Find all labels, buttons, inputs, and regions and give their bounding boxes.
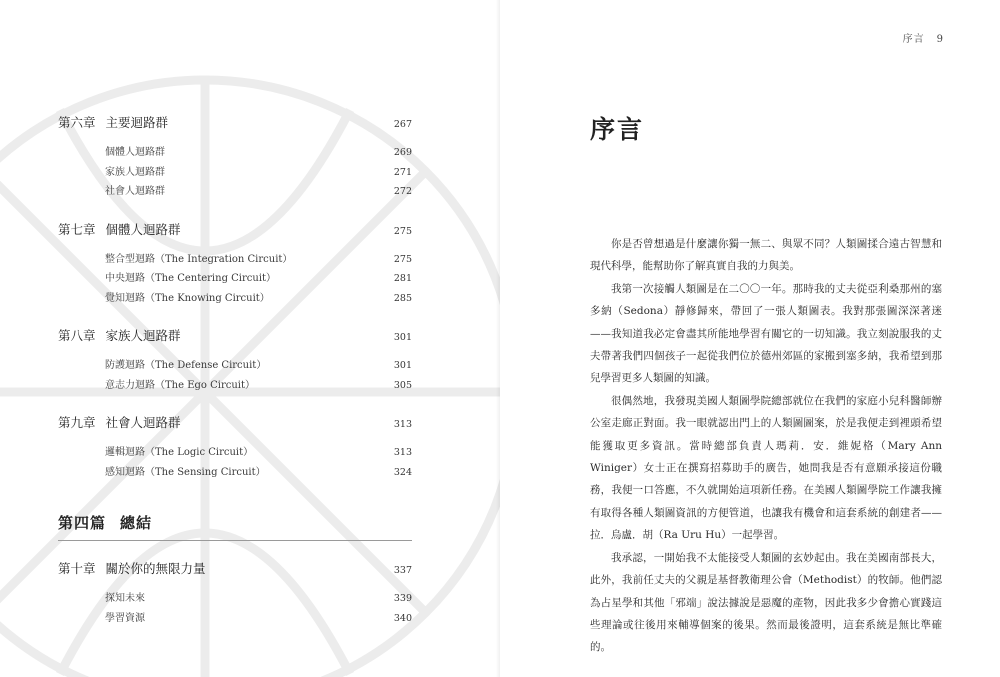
chapter-number: 第八章 [58,328,96,343]
toc-section-row[interactable] [58,269,412,289]
toc-entry [105,289,270,304]
toc-entry-title: 探知未來 [105,593,145,604]
page-number: 9 [936,34,944,45]
right-page [500,0,1000,677]
toc-entry [105,376,255,391]
toc-entry [105,143,165,158]
toc-entry [105,443,253,458]
toc-page-number: 285 [393,292,412,304]
toc-section-row[interactable] [58,463,412,483]
toc-section-row[interactable] [58,163,412,183]
toc-page-number: 269 [393,147,412,158]
toc-section-row[interactable] [58,443,412,463]
toc-section-row[interactable] [58,376,412,396]
toc-page-number: 337 [393,565,412,576]
toc-entry-title: 個體人迴路群 [105,147,165,158]
toc-page-number: 305 [393,379,412,391]
toc-section-row[interactable] [58,289,412,309]
toc-entry-title: 主要迴路群 [105,115,169,130]
toc-entry-title: 社會人迴路群 [105,415,181,430]
chapter-number: 第九章 [58,415,96,430]
toc-page-number: 272 [393,186,412,197]
toc-entry-title: 社會人迴路群 [105,186,165,197]
paragraph: 很偶然地，我發現美國人類圖學院總部就位在我們的家庭小兒科醫師辦公室走廊正對面。我一眼就認出門上的人類圖圖案，於是我便走到裡頭希望能獲取更多資訊。當時總部負責人瑪莉．安．維妮格（Mary Ann Winiger）女士正在撰寫招募助手的廣告，她問我是否有意願承接這份職務，我便一口答應，不久就開始這項新任務。在美國人類圖學院工作讓我擁有取得各種人類圖資訊的方便管道，也讓我有機會和這套系統的創建者——拉．烏盧．胡（Ra Uru Hu）一起學習。 [590,394,942,542]
toc-page-number: 275 [393,253,412,265]
toc-entry-title: 覺知迴路（The Knowing Circuit） [105,292,270,304]
toc-entry-title: 防護迴路（The Defense Circuit） [105,360,267,371]
table-of-contents [58,113,412,628]
part-number: 第四篇 [58,514,107,532]
toc-entry-title: 整合型迴路（The Integration Circuit） [105,253,293,265]
spacer [58,240,412,250]
toc-section-row[interactable] [58,609,412,629]
page-title: 序言 [590,115,645,144]
toc-page-number: 301 [393,332,412,343]
toc-page-number: 301 [393,360,412,371]
paragraph: 我承認，一開始我不太能接受人類圖的玄妙起由。我在美國南部長大，此外，我前任丈夫的父親是基督教衛理公會（Methodist）的牧師。他們認為占星學和其他「邪端」說法據說是惡魔的產物，因此我多少會擔心實踐這些理論或往後用來輔導個案的後果。然而最後證明，這套系統是無比準確的。 [590,551,942,654]
toc-entry [58,326,181,344]
toc-chapter-row[interactable] [58,326,412,346]
preface-body [590,233,942,659]
paragraph: 你是否曾想過是什麼讓你獨一無二、與眾不同？人類圖揉合遠古智慧和現代科學，能幫助你了解真實自我的力與美。 [590,238,942,273]
spacer [58,395,412,413]
chapter-number: 第七章 [58,221,96,237]
toc-entry-title: 學習資源 [105,612,145,624]
toc-entry [105,250,292,265]
toc-entry-title: 中央迴路（The Centering Circuit） [105,273,277,284]
toc-entry [105,356,266,371]
spacer [58,346,412,356]
toc-entry-title: 家族人迴路群 [105,328,181,343]
toc-page-number: 324 [393,466,412,478]
toc-page-number: 275 [393,225,412,237]
spacer [58,202,412,220]
toc-entry [105,463,266,478]
spacer [58,433,412,443]
toc-entry-title: 邏輯迴路（The Logic Circuit） [105,447,254,458]
toc-page-number: 340 [393,612,412,624]
spacer [58,482,412,500]
toc-page-number: 313 [393,447,412,458]
toc-page-number: 281 [393,273,412,284]
toc-chapter-row[interactable] [58,220,412,240]
toc-page-number: 271 [393,166,412,178]
toc-section-row[interactable] [58,589,412,609]
toc-entry-title: 關於你的無限力量 [105,561,206,576]
spacer [58,133,412,143]
running-head-title: 序言 [902,34,925,45]
part-heading [58,512,412,541]
toc-entry [105,609,145,624]
toc-entry-title: 個體人迴路群 [105,221,181,237]
spacer [58,541,412,559]
toc-page-number: 339 [393,593,412,604]
toc-page-number: 313 [393,419,412,430]
toc-entry [58,113,168,131]
spacer [58,308,412,326]
toc-entry [58,413,181,431]
toc-section-row[interactable] [58,250,412,270]
toc-entry [105,182,165,197]
toc-chapter-row[interactable] [58,113,412,133]
toc-section-row[interactable] [58,356,412,376]
part-title: 總結 [120,514,153,532]
chapter-number: 第十章 [58,561,96,576]
toc-section-row[interactable] [58,143,412,163]
toc-entry [105,269,276,284]
toc-entry-title: 感知迴路（The Sensing Circuit） [105,466,266,478]
toc-entry [58,559,206,577]
toc-chapter-row[interactable] [58,559,412,579]
toc-entry [105,589,145,604]
toc-chapter-row[interactable] [58,413,412,433]
paragraph: 我第一次接觸人類圖是在二〇〇一年。那時我的丈夫從亞利桑那州的塞多納（Sedona）靜修歸來，帶回了一張人類圖表。我對那張圖深深著迷——我知道我必定會盡其所能地學習有關它的一切知識。我立刻說服我的丈夫帶著我們四個孩子一起從我們位於德州郊區的家搬到塞多納，我希望到那兒學習更多人類圖的知識。 [590,282,942,385]
toc-section-row[interactable] [58,182,412,202]
toc-entry [105,163,165,178]
toc-entry-title: 意志力迴路（The Ego Circuit） [105,379,255,391]
running-head [903,30,944,45]
toc-page-number: 267 [393,119,412,130]
chapter-number: 第六章 [58,115,96,130]
toc-entry [58,220,181,238]
toc-entry-title: 家族人迴路群 [105,166,165,178]
spacer [58,579,412,589]
